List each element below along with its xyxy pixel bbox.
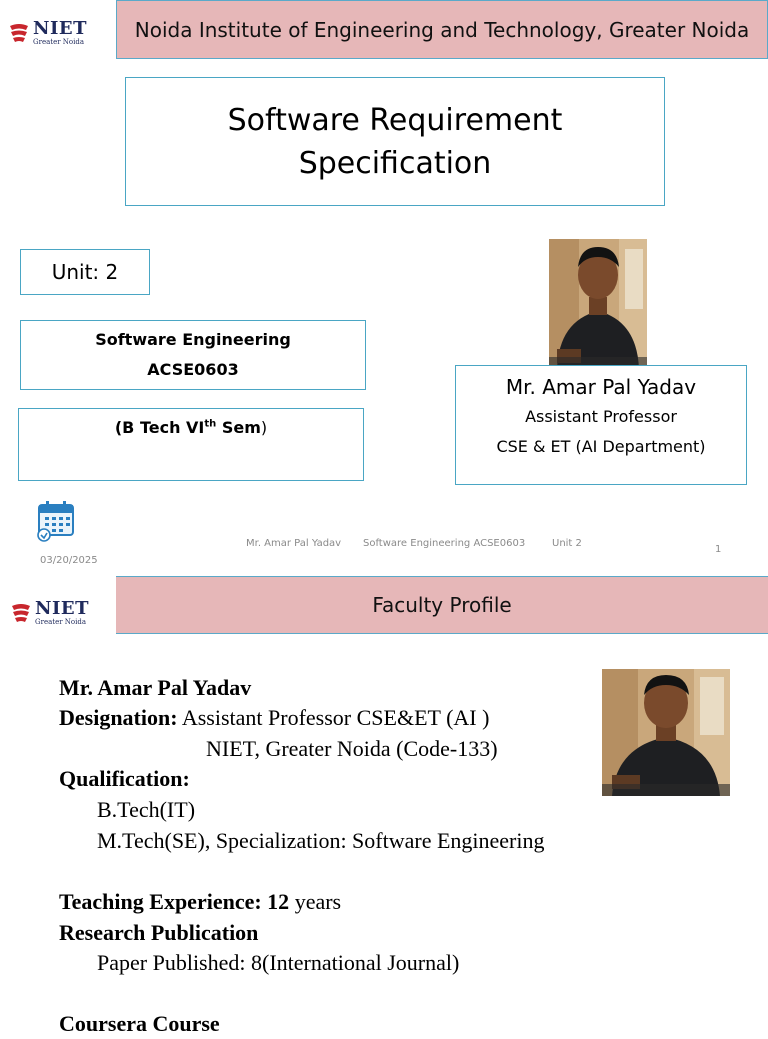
designation-institute: NIET, Greater Noida (Code-133) xyxy=(206,736,498,761)
niet-logo-icon xyxy=(10,602,32,624)
course-code: ACSE0603 xyxy=(147,360,239,379)
qualification-line xyxy=(59,764,190,794)
qualification-mtech: M.Tech(SE), Specialization: Software Engineering xyxy=(97,828,545,853)
niet-logo-icon xyxy=(8,22,30,44)
qualification-item-1 xyxy=(97,795,195,825)
coursera-course-label: Coursera Course xyxy=(59,1011,220,1036)
teaching-experience-label: Teaching Experience: 12 xyxy=(59,889,290,914)
course-box xyxy=(20,320,366,390)
teaching-experience-line xyxy=(59,887,341,917)
faculty-profile-title: Faculty Profile xyxy=(372,593,512,617)
logo-subtitle: Greater Noida xyxy=(35,618,87,626)
unit-box xyxy=(20,249,150,295)
slide-title-line2: Specification xyxy=(298,145,492,181)
profile-name-text: Mr. Amar Pal Yadav xyxy=(59,675,252,700)
footer-page-number: 1 xyxy=(715,544,722,555)
logo-subtitle: Greater Noida xyxy=(33,38,85,46)
semester-superscript: th xyxy=(204,418,217,430)
papers-published: Paper Published: 8(International Journal) xyxy=(97,950,460,975)
profile-name xyxy=(59,673,251,703)
faculty-name: Mr. Amar Pal Yadav xyxy=(505,375,697,399)
footer-unit: Unit 2 xyxy=(552,538,582,549)
course-name: Software Engineering xyxy=(95,330,291,349)
title-box xyxy=(125,77,665,206)
faculty-profile-header xyxy=(116,576,768,634)
institute-title: Noida Institute of Engineering and Technology, Greater Noida xyxy=(134,17,750,42)
unit-label: Unit: 2 xyxy=(51,260,119,284)
logo-name: NIET xyxy=(33,18,87,39)
qualification-btech: B.Tech(IT) xyxy=(97,797,196,822)
qualification-label: Qualification: xyxy=(59,766,190,791)
research-publication-line xyxy=(59,918,258,948)
faculty-photo-profile xyxy=(602,669,730,796)
faculty-designation: Assistant Professor xyxy=(525,407,677,426)
faculty-photo-profile-image xyxy=(602,669,730,796)
faculty-department: CSE & ET (AI Department) xyxy=(496,437,706,456)
designation-line2 xyxy=(206,734,498,764)
semester-close: ) xyxy=(260,418,268,437)
semester-box xyxy=(18,408,364,481)
faculty-photo xyxy=(549,239,647,369)
footer-date: 03/20/2025 xyxy=(40,555,98,566)
niet-logo xyxy=(8,20,87,46)
calendar-icon[interactable] xyxy=(36,499,76,543)
teaching-experience-suffix: years xyxy=(289,889,342,914)
footer-author: Mr. Amar Pal Yadav xyxy=(246,538,342,549)
semester-prefix: (B Tech VI xyxy=(114,418,205,437)
logo-name: NIET xyxy=(35,598,89,619)
niet-logo-slide2 xyxy=(10,600,89,626)
research-publication-label: Research Publication xyxy=(59,920,259,945)
institute-header xyxy=(116,0,768,59)
designation-line xyxy=(59,703,489,733)
designation-value: Assistant Professor CSE&ET (AI ) xyxy=(177,705,490,730)
slide-title-line1: Software Requirement xyxy=(227,102,563,138)
coursera-course-line xyxy=(59,1009,220,1039)
semester-suffix: Sem xyxy=(216,418,261,437)
faculty-photo-image xyxy=(549,239,647,369)
semester-label xyxy=(115,418,267,437)
faculty-box xyxy=(455,365,747,485)
qualification-item-2 xyxy=(97,826,545,856)
footer-course: Software Engineering ACSE0603 xyxy=(363,538,526,549)
research-publication-item xyxy=(97,948,459,978)
designation-label: Designation: xyxy=(59,705,178,730)
